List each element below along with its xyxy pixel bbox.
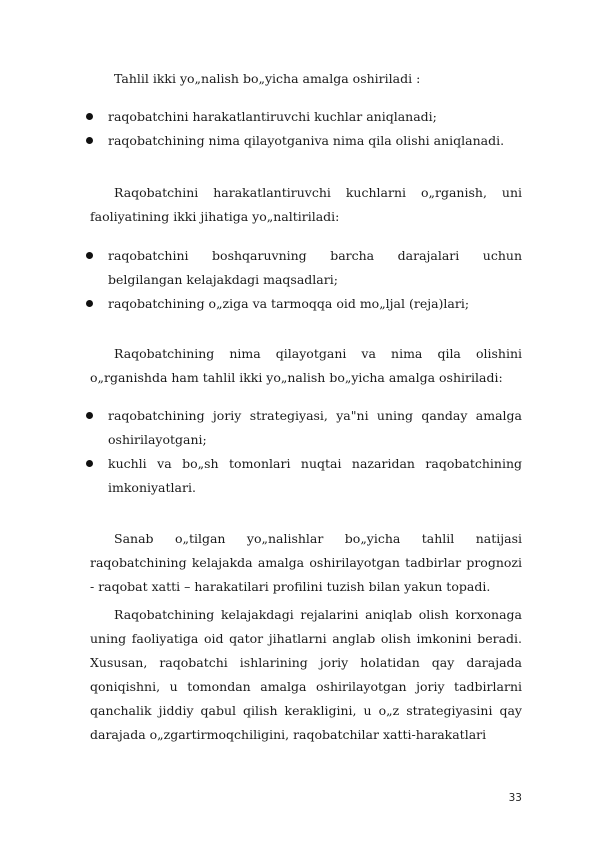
list-item-text: raqobatchini harakatlantiruvchi kuchlar aniqlanadi; bbox=[108, 109, 437, 124]
bullet-list-1 bbox=[90, 105, 522, 153]
bullet-icon bbox=[86, 412, 93, 419]
paragraph-intro: Tahlil ikki yo„nalish bo„yicha amalga oshiriladi : bbox=[114, 71, 421, 86]
list-item-text: raqobatchining joriy strategiyasi, ya"ni uning qanday amalga oshirilayotgani; bbox=[108, 408, 522, 447]
paragraph-motives: Raqobatchini harakatlantiruvchi kuchlarni o„rganish, uni faoliyatining ikki jihatiga yo„naltiriladi: bbox=[90, 185, 522, 224]
list-item bbox=[90, 404, 522, 452]
list-item bbox=[90, 129, 522, 153]
bullet-icon bbox=[86, 137, 93, 144]
page-number: 33 bbox=[508, 792, 522, 804]
list-item-text: raqobatchining o„ziga va tarmoqqa oid mo„ljal (reja)lari; bbox=[108, 296, 470, 311]
bullet-icon bbox=[86, 113, 93, 120]
paragraph-plans: Raqobatchining kelajakdagi rejalarini aniqlab olish korxonaga uning faoliyatiga oid qator jihatlarni anglab olish imkonini beradi. Xususan, raqobatchi ishlarining joriy holatidan qay darajada qoniqishni, u tomondan amalga oshirilayotgan joriy tadbirlarni qanchalik jiddiy qabul qilish kerakligini, u o„z strategiyasini qay darajada o„zgartirmoqchiligini, raqobatchilar xatti-harakatlari bbox=[90, 607, 522, 742]
list-item-text: kuchli va bo„sh tomonlari nuqtai nazaridan raqobatchining imkoniyatlari. bbox=[108, 456, 522, 495]
bullet-icon bbox=[86, 252, 93, 259]
paragraph-analysis: Raqobatchining nima qilayotgani va nima qila olishini o„rganishda ham tahlil ikki yo„nalish bo„yicha amalga oshiriladi: bbox=[90, 346, 522, 385]
paragraph-result: Sanab o„tilgan yo„nalishlar bo„yicha tahlil natijasi raqobatchining kelajakda amalga oshirilayotgan tadbirlar prognozi - raqobat xatti – harakatilari profilini tuzish bilan yakun topadi. bbox=[90, 531, 522, 594]
list-item bbox=[90, 452, 522, 500]
bullet-list-2 bbox=[90, 244, 522, 316]
bullet-icon bbox=[86, 300, 93, 307]
bullet-icon bbox=[86, 460, 93, 467]
list-item bbox=[90, 244, 522, 292]
bullet-list-3 bbox=[90, 404, 522, 500]
list-item-text: raqobatchini boshqaruvning barcha darajalari uchun belgilangan kelajakdagi maqsadlari; bbox=[108, 248, 522, 287]
list-item-text: raqobatchining nima qilayotganiva nima qila olishi aniqlanadi. bbox=[108, 133, 505, 148]
list-item bbox=[90, 105, 522, 129]
list-item bbox=[90, 292, 522, 316]
